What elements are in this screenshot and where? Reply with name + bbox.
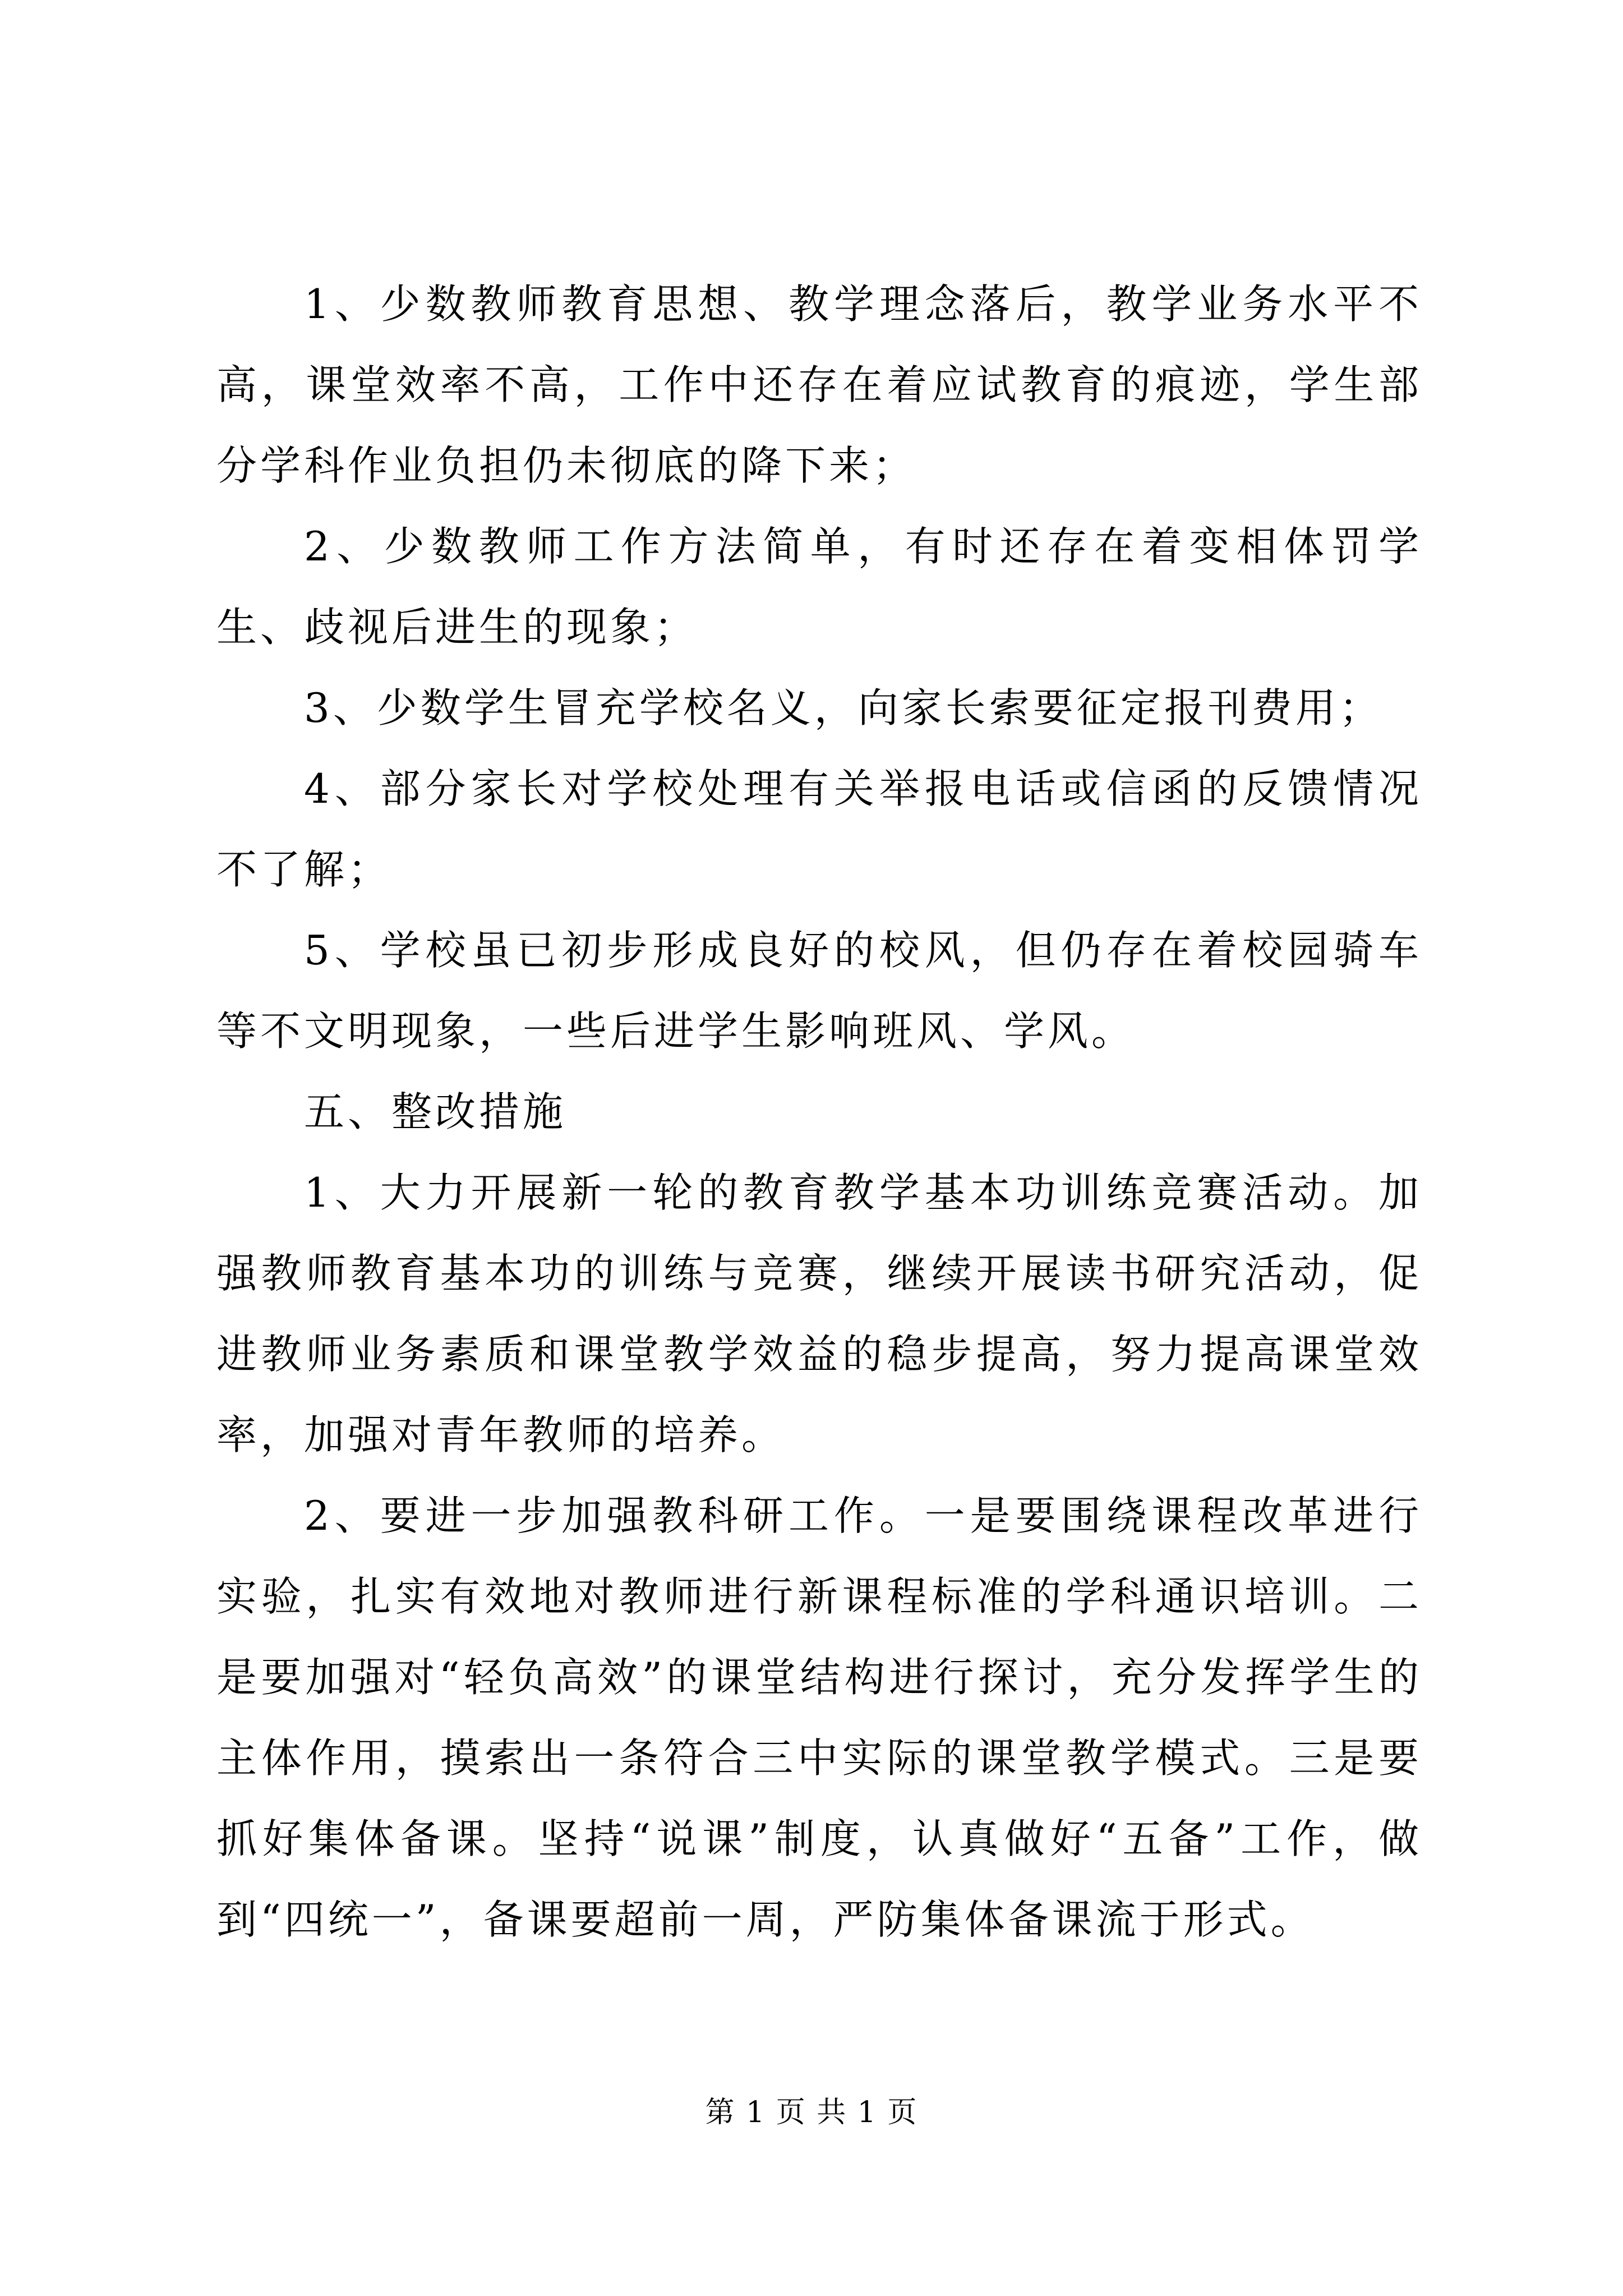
section-heading-rectification: 五、整改措施 xyxy=(304,1088,567,1135)
paragraph-measure-2: 2、要进一步加强教科研工作。一是要围绕课程改革进行实验，扎实有效地对教师进行新课程标准的学科通识培训。二是要加强对“轻负高效”的课堂结构进行探讨，充分发挥学生的主体作用，摸索出一条符合三中实际的课堂教学模式。三是要抓好集体备课。坚持“说课”制度，认真做好“五备”工作，做到“四统一”，备课要超前一周，严防集体备课流于形式。 xyxy=(216,1492,1422,1943)
document-body xyxy=(216,264,1422,1960)
paragraph-issue-4: 4、部分家长对学校处理有关举报电话或信函的反馈情况不了解； xyxy=(216,765,1422,893)
page-number-label: 第 1 页 共 1 页 xyxy=(705,2096,918,2129)
paragraph-issue-2: 2、少数教师工作方法简单，有时还存在着变相体罚学生、歧视后进生的现象； xyxy=(216,523,1422,651)
paragraph-issue-1: 1、少数教师教育思想、教学理念落后，教学业务水平不高，课堂效率不高，工作中还存在着应试教育的痕迹，学生部分学科作业负担仍未彻底的降下来； xyxy=(216,280,1422,489)
paragraph-issue-3: 3、少数学生冒充学校名义，向家长索要征定报刊费用； xyxy=(304,684,1383,731)
paragraph-issue-5: 5、学校虽已初步形成良好的校风，但仍存在着校园骑车等不文明现象，一些后进学生影响班风、学风。 xyxy=(216,927,1422,1055)
paragraph-measure-1: 1、大力开展新一轮的教育教学基本功训练竞赛活动。加强教师教育基本功的训练与竞赛，继续开展读书研究活动，促进教师业务素质和课堂教学效益的稳步提高，努力提高课堂效率，加强对青年教师的培养。 xyxy=(216,1169,1422,1458)
page-footer xyxy=(0,2092,1623,2133)
